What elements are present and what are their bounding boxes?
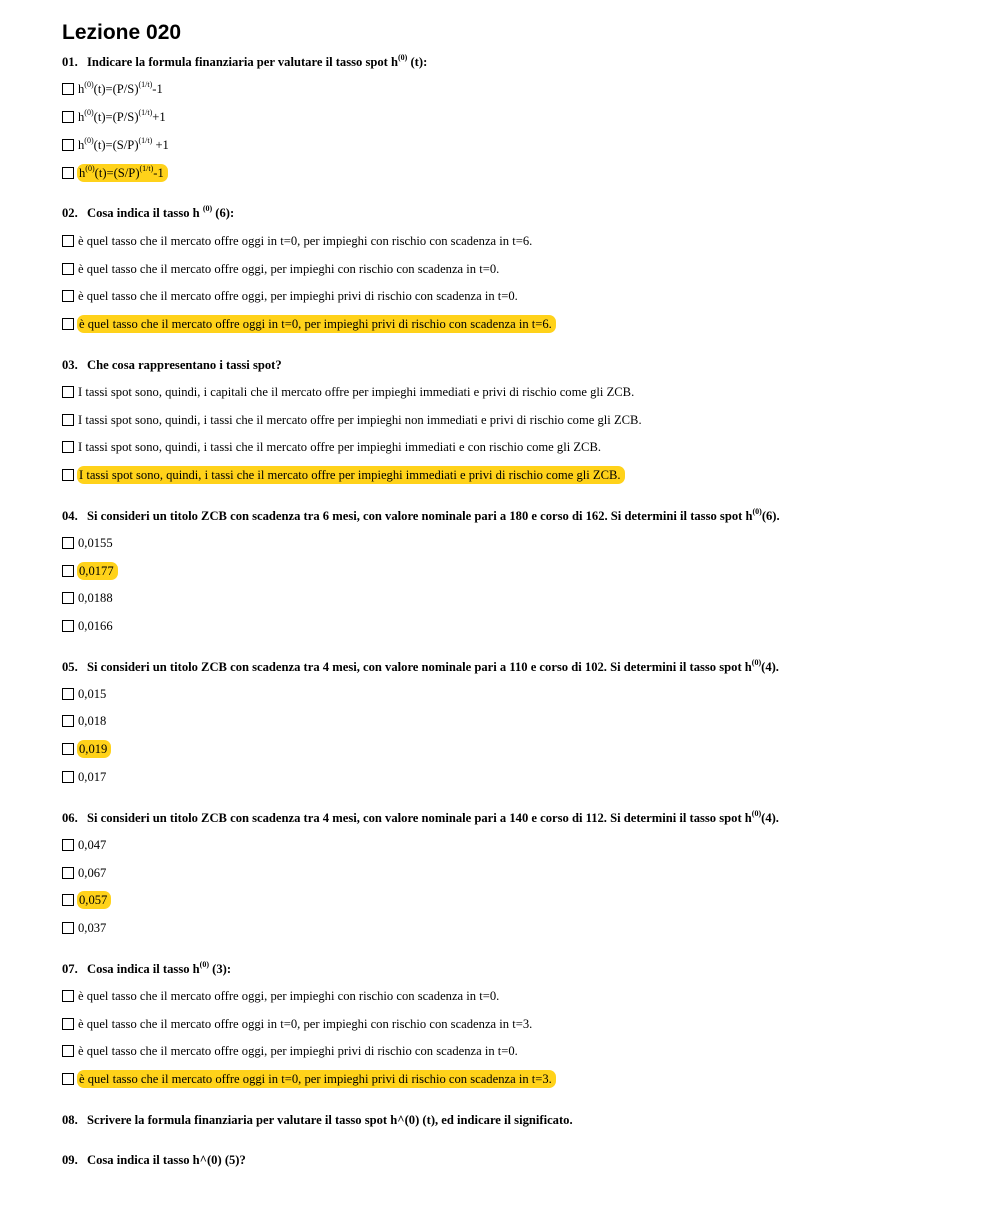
checkbox[interactable] xyxy=(62,715,74,727)
answer-option[interactable] xyxy=(62,589,115,607)
checkbox[interactable] xyxy=(62,688,74,700)
answer-text xyxy=(77,383,636,401)
question-number: 08. xyxy=(62,1113,78,1127)
question-heading xyxy=(62,357,282,373)
checkbox[interactable] xyxy=(62,990,74,1002)
superscript: (0) xyxy=(84,79,94,89)
text-run: I tassi spot sono, quindi, i tassi che il mercato offre per impieghi non immediati e privi di rischio come gli ZCB. xyxy=(78,413,642,427)
text-run: (6). xyxy=(761,509,780,523)
text-run: -1 xyxy=(153,166,164,180)
question-heading xyxy=(62,810,779,826)
checkbox[interactable] xyxy=(62,414,74,426)
answer-text-highlighted xyxy=(77,740,111,758)
answer-option[interactable] xyxy=(62,136,171,154)
answer-option[interactable] xyxy=(62,383,636,401)
checkbox[interactable] xyxy=(62,263,74,275)
answer-option[interactable] xyxy=(62,919,108,937)
superscript: (0) xyxy=(752,506,762,516)
answer-option[interactable] xyxy=(62,232,534,250)
question-text xyxy=(87,52,428,69)
checkbox[interactable] xyxy=(62,620,74,632)
answer-text xyxy=(77,287,520,305)
text-run: è quel tasso che il mercato offre oggi, per impieghi con rischio con scadenza in t=0. xyxy=(78,262,500,276)
answer-text-highlighted xyxy=(77,164,168,182)
text-run: (t)=(P/S) xyxy=(93,82,139,96)
question-text xyxy=(87,203,235,220)
answer-text xyxy=(77,768,108,786)
text-run: 0,057 xyxy=(79,893,108,907)
text-run: è quel tasso che il mercato offre oggi, per impieghi privi di rischio con scadenza in t=0. xyxy=(78,1044,518,1058)
answer-option[interactable] xyxy=(62,411,644,429)
text-run: (t)=(S/P) xyxy=(93,138,139,152)
text-run: 0,0188 xyxy=(78,591,113,605)
checkbox[interactable] xyxy=(62,537,74,549)
answer-option[interactable] xyxy=(62,987,501,1005)
answer-option[interactable] xyxy=(62,534,115,552)
text-run: 0,047 xyxy=(78,838,107,852)
text-run: Cosa indica il tasso h^(0) (5)? xyxy=(87,1153,246,1167)
text-run: 0,019 xyxy=(79,742,108,756)
superscript: (0) xyxy=(85,163,95,173)
answer-text-highlighted xyxy=(77,562,118,580)
answer-option[interactable] xyxy=(62,685,108,703)
answer-option[interactable] xyxy=(62,287,520,305)
question-heading xyxy=(62,659,779,675)
checkbox[interactable] xyxy=(62,894,74,906)
text-run: (4). xyxy=(761,660,779,674)
question-number: 06. xyxy=(62,811,78,825)
superscript: (0) xyxy=(751,657,762,667)
text-run: +1 xyxy=(152,110,166,124)
text-run: 0,037 xyxy=(78,921,107,935)
superscript: (0) xyxy=(398,52,408,62)
checkbox[interactable] xyxy=(62,441,74,453)
answer-text xyxy=(77,80,165,98)
question-number: 05. xyxy=(62,660,78,674)
question-text xyxy=(87,808,779,825)
text-run: I tassi spot sono, quindi, i capitali che il mercato offre per impieghi immediati e privi di rischio come gli ZCB. xyxy=(78,385,635,399)
answer-text-highlighted xyxy=(77,891,111,909)
text-run: Indicare la formula finanziaria per valutare il tasso spot h xyxy=(87,55,399,69)
answer-text xyxy=(77,589,115,607)
answer-option[interactable] xyxy=(62,768,108,786)
superscript: (1/t) xyxy=(139,163,154,173)
answer-option[interactable] xyxy=(62,438,603,456)
question-heading xyxy=(62,961,231,977)
text-run: (6): xyxy=(212,206,235,220)
question-text xyxy=(87,358,282,372)
text-run: +1 xyxy=(152,138,169,152)
answer-text xyxy=(77,108,168,126)
answer-option[interactable] xyxy=(62,466,625,484)
answer-option[interactable] xyxy=(62,864,108,882)
checkbox[interactable] xyxy=(62,386,74,398)
checkbox[interactable] xyxy=(62,867,74,879)
question-number: 07. xyxy=(62,962,78,976)
text-run: 0,067 xyxy=(78,866,107,880)
superscript: (1/t) xyxy=(138,79,153,89)
text-run: Cosa indica il tasso h xyxy=(87,962,200,976)
text-run: h xyxy=(78,110,85,124)
answer-text xyxy=(77,864,108,882)
text-run: I tassi spot sono, quindi, i tassi che il mercato offre per impieghi immediati e con rischio come gli ZCB. xyxy=(78,440,602,454)
answer-option[interactable] xyxy=(62,617,115,635)
checkbox[interactable] xyxy=(62,771,74,783)
text-run: (t)=(S/P) xyxy=(94,166,140,180)
text-run: Scrivere la formula finanziaria per valutare il tasso spot h^(0) (t), ed indicare il significato. xyxy=(87,1113,573,1127)
text-run: Si consideri un titolo ZCB con scadenza tra 4 mesi, con valore nominale pari a 110 e corso di 102. Si determini il tasso spot h xyxy=(87,660,752,674)
question-text xyxy=(87,1153,246,1167)
answer-text xyxy=(77,411,644,429)
text-run: (3): xyxy=(209,962,232,976)
answer-text xyxy=(77,836,108,854)
answer-text xyxy=(77,438,603,456)
answer-text xyxy=(77,260,501,278)
answer-text xyxy=(77,685,108,703)
text-run: 0,015 xyxy=(78,687,107,701)
superscript: (0) xyxy=(84,107,94,117)
text-run: è quel tasso che il mercato offre oggi, per impieghi con rischio con scadenza in t=0. xyxy=(78,989,500,1003)
text-run: h xyxy=(78,82,85,96)
answer-option[interactable] xyxy=(62,315,556,333)
answer-text xyxy=(77,712,108,730)
answer-text xyxy=(77,136,171,154)
text-run: (4). xyxy=(761,811,779,825)
answer-text xyxy=(77,987,501,1005)
answer-text xyxy=(77,1015,534,1033)
question-heading xyxy=(62,1152,246,1168)
answer-option[interactable] xyxy=(62,80,165,98)
text-run: 0,0166 xyxy=(78,619,113,633)
answer-text xyxy=(77,919,108,937)
checkbox[interactable] xyxy=(62,1045,74,1057)
checkbox[interactable] xyxy=(62,139,74,151)
checkbox[interactable] xyxy=(62,1018,74,1030)
answer-text xyxy=(77,232,534,250)
text-run: Cosa indica il tasso h xyxy=(87,206,203,220)
answer-option[interactable] xyxy=(62,1070,556,1088)
superscript: (0) xyxy=(751,808,762,818)
text-run: Si consideri un titolo ZCB con scadenza tra 6 mesi, con valore nominale pari a 180 e corso di 162. Si determini il tasso spot h xyxy=(87,509,753,523)
question-text xyxy=(87,506,780,523)
text-run: -1 xyxy=(152,82,163,96)
text-run: I tassi spot sono, quindi, i tassi che il mercato offre per impieghi immediati e privi di rischio come gli ZCB. xyxy=(79,468,621,482)
question-heading xyxy=(62,205,234,221)
answer-option[interactable] xyxy=(62,712,108,730)
answer-text xyxy=(77,1042,520,1060)
text-run: 0,018 xyxy=(78,714,107,728)
answer-text-highlighted xyxy=(77,315,556,333)
checkbox[interactable] xyxy=(62,318,74,330)
answer-option[interactable] xyxy=(62,891,111,909)
answer-text-highlighted xyxy=(77,1070,556,1088)
text-run: è quel tasso che il mercato offre oggi in t=0, per impieghi con rischio con scadenza in t=3. xyxy=(78,1017,533,1031)
text-run: Che cosa rappresentano i tassi spot? xyxy=(87,358,282,372)
text-run: 0,0177 xyxy=(79,564,114,578)
checkbox[interactable] xyxy=(62,922,74,934)
checkbox[interactable] xyxy=(62,290,74,302)
question-text xyxy=(87,1113,573,1127)
answer-option[interactable] xyxy=(62,740,111,758)
checkbox[interactable] xyxy=(62,1073,74,1085)
question-text xyxy=(87,959,232,976)
answer-option[interactable] xyxy=(62,108,168,126)
answer-option[interactable] xyxy=(62,1015,534,1033)
text-run: (t)=(P/S) xyxy=(93,110,139,124)
answer-option[interactable] xyxy=(62,1042,520,1060)
superscript: (0) xyxy=(199,959,209,969)
text-run: h xyxy=(79,166,86,180)
checkbox[interactable] xyxy=(62,592,74,604)
question-number: 04. xyxy=(62,509,78,523)
answer-text-highlighted xyxy=(77,466,625,484)
answer-option[interactable] xyxy=(62,562,118,580)
superscript: (0) xyxy=(202,203,213,213)
checkbox[interactable] xyxy=(62,469,74,481)
text-run: è quel tasso che il mercato offre oggi in t=0, per impieghi privi di rischio con scadenza in t=3. xyxy=(79,1072,552,1086)
text-run: è quel tasso che il mercato offre oggi, per impieghi privi di rischio con scadenza in t=0. xyxy=(78,289,518,303)
answer-text xyxy=(77,617,115,635)
checkbox[interactable] xyxy=(62,743,74,755)
question-text xyxy=(87,657,779,674)
checkbox[interactable] xyxy=(62,167,74,179)
question-heading xyxy=(62,508,780,524)
question-number: 09. xyxy=(62,1153,78,1167)
checkbox[interactable] xyxy=(62,111,74,123)
text-run: h xyxy=(78,138,85,152)
checkbox[interactable] xyxy=(62,565,74,577)
superscript: (1/t) xyxy=(138,135,153,145)
answer-option[interactable] xyxy=(62,164,168,182)
text-run: è quel tasso che il mercato offre oggi in t=0, per impieghi con rischio con scadenza in t=6. xyxy=(78,234,533,248)
question-number: 01. xyxy=(62,55,78,69)
superscript: (0) xyxy=(84,135,94,145)
answer-option[interactable] xyxy=(62,836,108,854)
text-run: Si consideri un titolo ZCB con scadenza tra 4 mesi, con valore nominale pari a 140 e corso di 112. Si determini il tasso spot h xyxy=(87,811,752,825)
question-number: 03. xyxy=(62,358,78,372)
superscript: (1/t) xyxy=(138,107,153,117)
page-title: Lezione 020 xyxy=(62,21,182,44)
question-number: 02. xyxy=(62,206,78,220)
text-run: 0,017 xyxy=(78,770,107,784)
text-run: è quel tasso che il mercato offre oggi in t=0, per impieghi privi di rischio con scadenza in t=6. xyxy=(79,317,552,331)
answer-option[interactable] xyxy=(62,260,501,278)
text-run: 0,0155 xyxy=(78,536,113,550)
question-heading xyxy=(62,1112,573,1128)
answer-text xyxy=(77,534,115,552)
checkbox[interactable] xyxy=(62,83,74,95)
question-heading xyxy=(62,54,427,70)
checkbox[interactable] xyxy=(62,839,74,851)
text-run: (t): xyxy=(407,55,428,69)
checkbox[interactable] xyxy=(62,235,74,247)
